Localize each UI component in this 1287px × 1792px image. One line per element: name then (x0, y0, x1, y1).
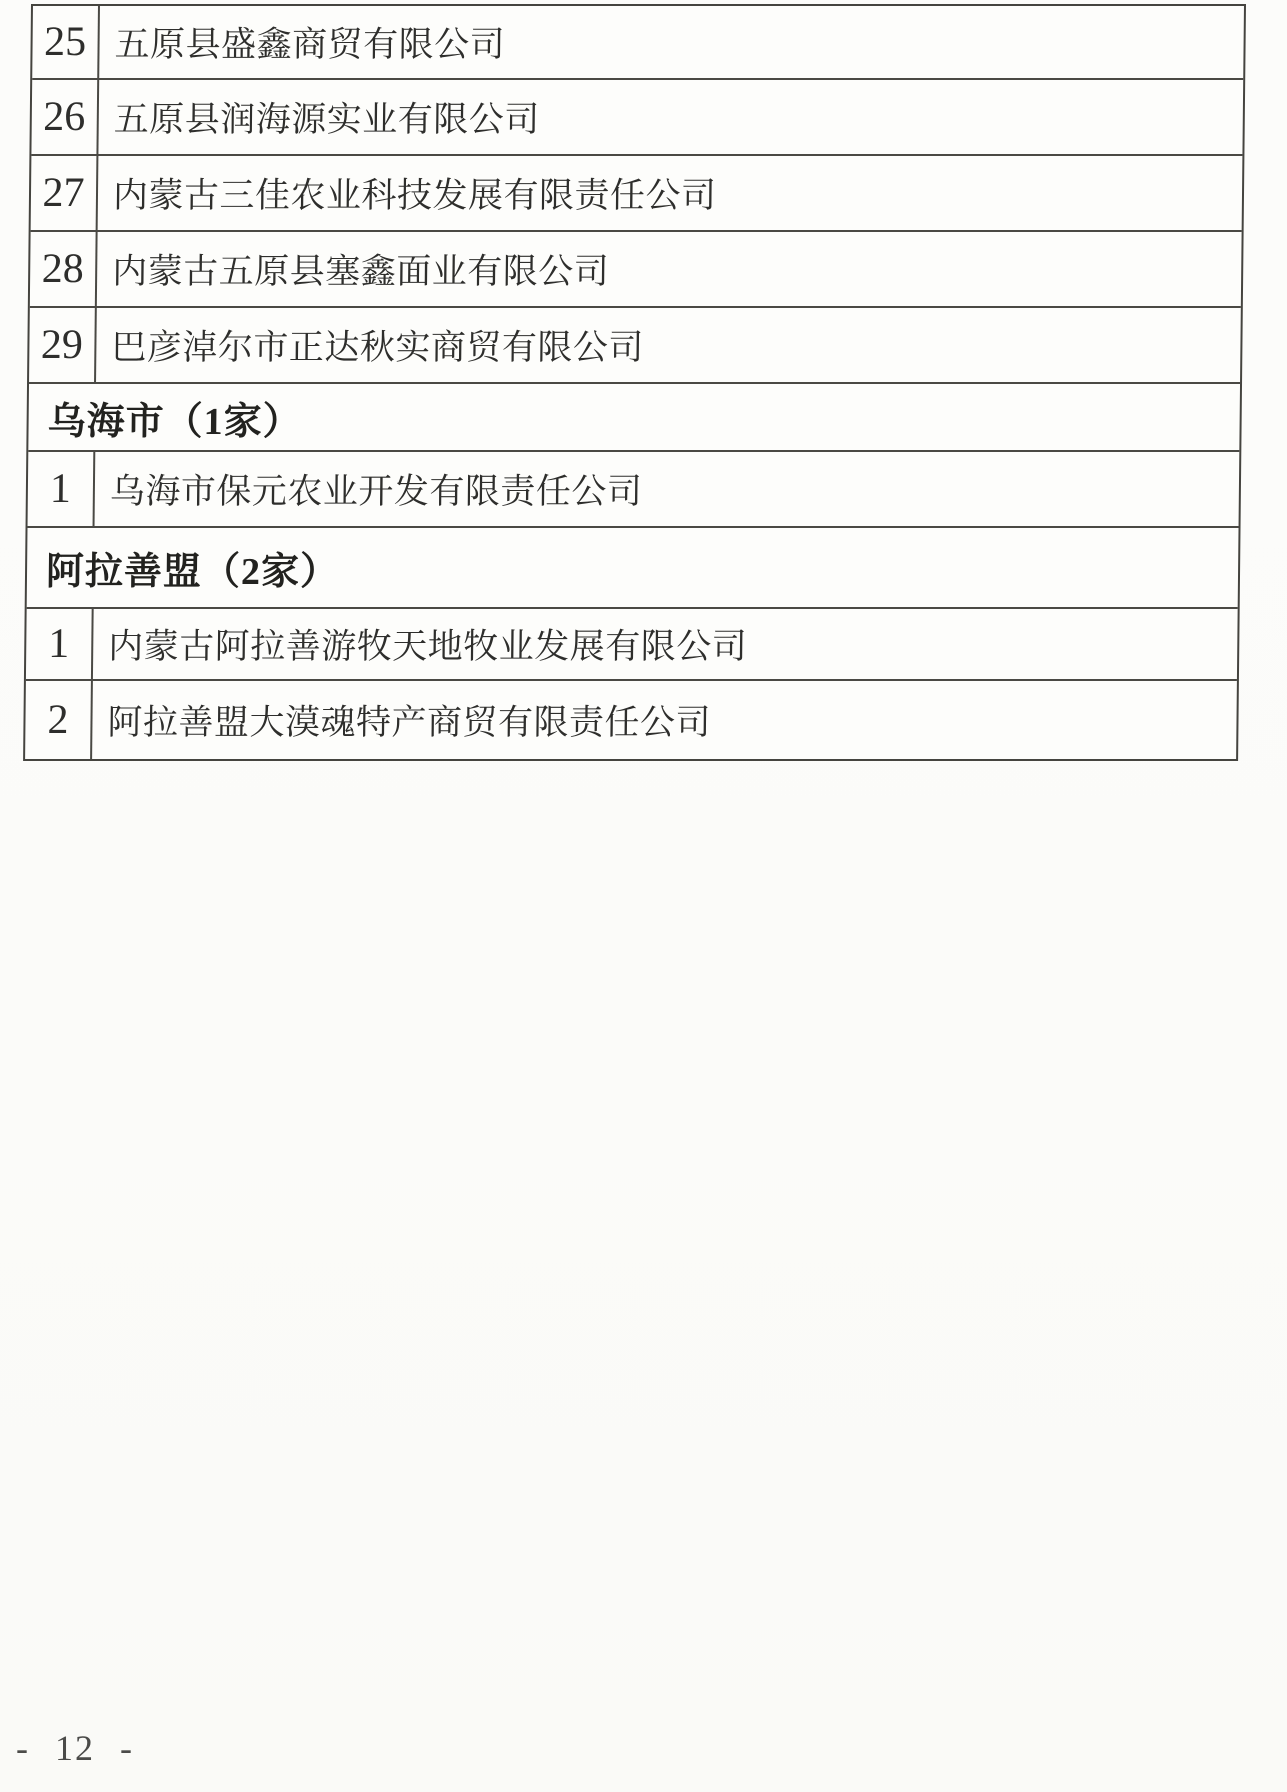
row-number-cell: 25 (32, 6, 100, 78)
table-row (31, 156, 1243, 232)
company-name-cell: 内蒙古三佳农业科技发展有限责任公司 (112, 176, 717, 215)
row-number-cell: 2 (25, 681, 93, 759)
company-name-cell: 五原县润海源实业有限公司 (113, 100, 541, 139)
row-number-cell: 29 (29, 308, 97, 382)
company-name-cell: 五原县盛鑫商贸有限公司 (114, 25, 506, 64)
company-name-cell: 内蒙古阿拉善游牧天地牧业发展有限公司 (108, 627, 748, 666)
page-number: - 12 - (16, 1728, 134, 1768)
section-header-row (28, 384, 1240, 452)
row-number-cell: 1 (26, 609, 94, 679)
table-row (28, 452, 1240, 528)
table-row (32, 6, 1244, 80)
company-name-cell: 乌海市保元农业开发有限责任公司 (109, 472, 643, 511)
table-row (25, 681, 1237, 759)
row-number-cell: 27 (31, 156, 99, 230)
table-row (26, 609, 1238, 681)
row-number-cell: 26 (31, 80, 99, 154)
row-number-cell: 28 (30, 232, 98, 306)
section-header-label: 乌海市（1家） (47, 400, 302, 443)
company-name-cell: 巴彦淖尔市正达秋实商贸有限公司 (111, 328, 645, 367)
table-row (30, 232, 1242, 308)
section-header-label: 阿拉善盟（2家） (45, 551, 340, 593)
table-row (31, 80, 1243, 156)
company-name-cell: 阿拉善盟大漠魂特产商贸有限责任公司 (107, 703, 712, 742)
table-row (29, 308, 1241, 384)
section-header-row (27, 528, 1239, 609)
company-name-cell: 内蒙古五原县塞鑫面业有限公司 (111, 252, 610, 291)
row-number-cell: 1 (28, 452, 96, 526)
company-list-table (23, 4, 1246, 761)
